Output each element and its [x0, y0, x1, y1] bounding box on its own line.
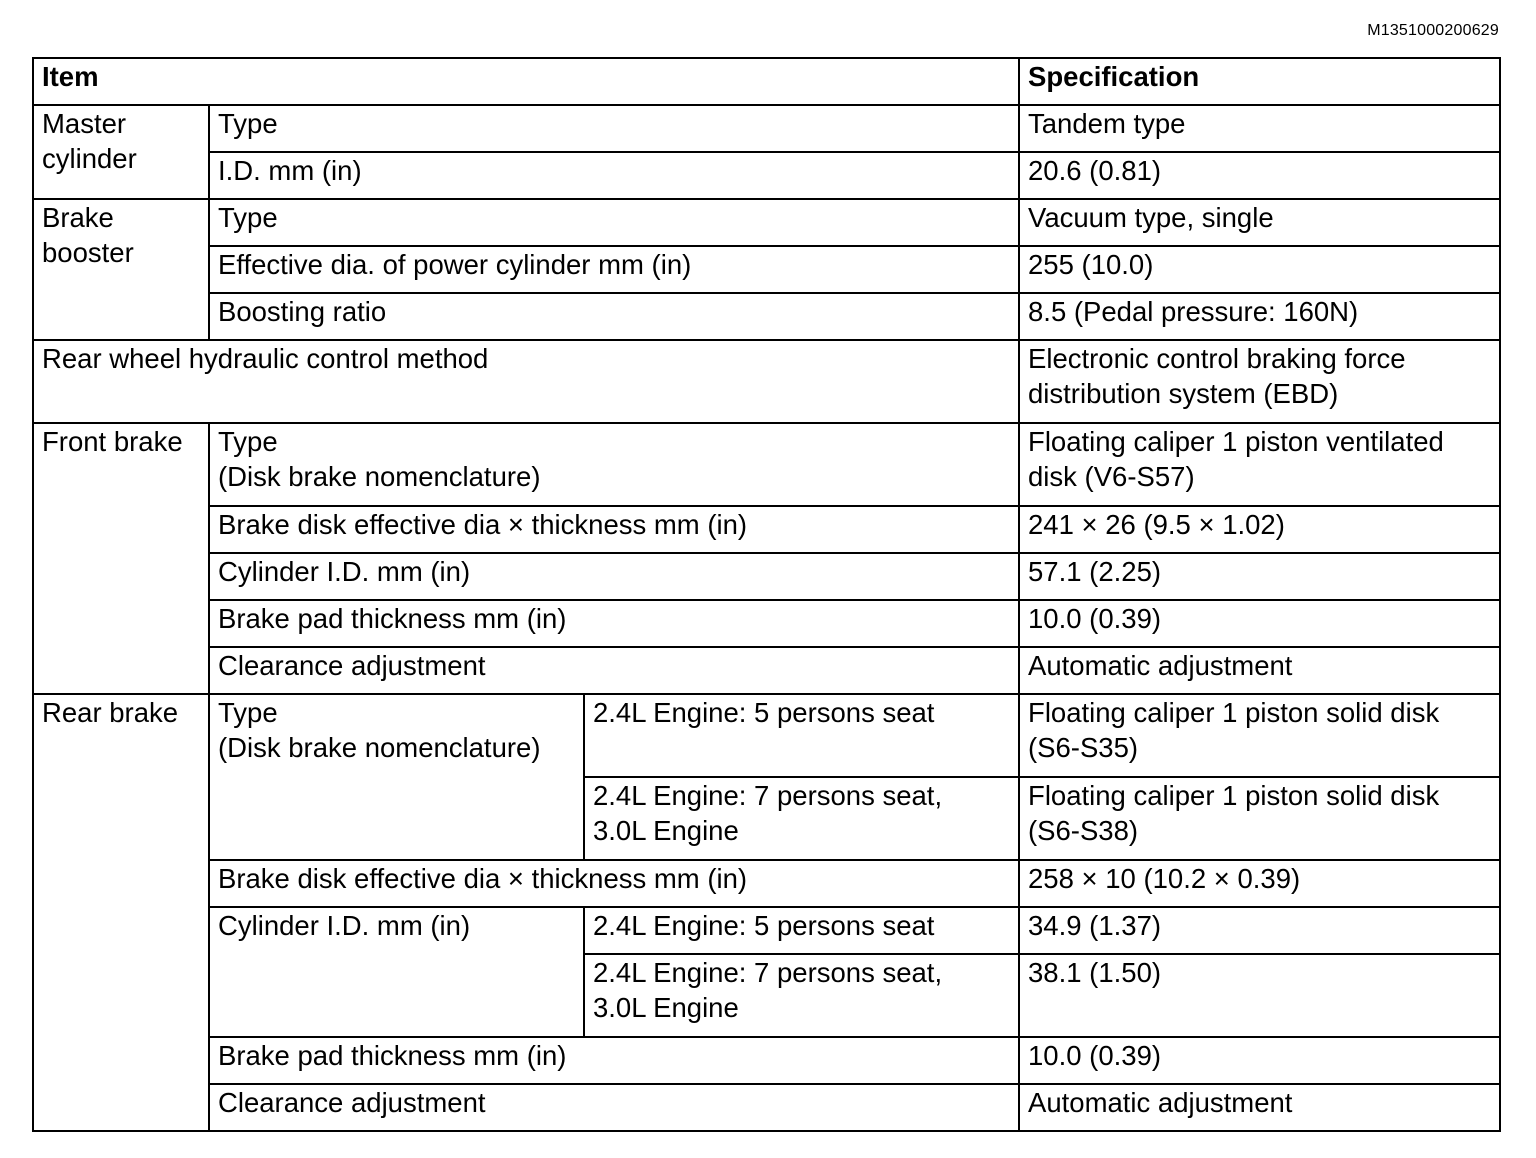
- row-label: Type: [209, 105, 1019, 152]
- row-label: Brake pad thickness mm (in): [209, 600, 1019, 647]
- table-row: [33, 647, 1500, 694]
- row-value: 20.6 (0.81): [1019, 152, 1500, 199]
- table-row: [33, 423, 1500, 506]
- row-sublabel: 2.4L Engine: 7 persons seat, 3.0L Engine: [584, 777, 1019, 860]
- row-label: Brake disk effective dia × thickness mm (in): [209, 506, 1019, 553]
- row-label: Cylinder I.D. mm (in): [209, 907, 584, 1037]
- row-value: Tandem type: [1019, 105, 1500, 152]
- table-row: [33, 199, 1500, 246]
- group-label-brake-booster: Brake booster: [33, 199, 209, 340]
- group-label-master-cylinder: Master cylinder: [33, 105, 209, 199]
- group-label-rear-brake: Rear brake: [33, 694, 209, 1131]
- table-row: [33, 105, 1500, 152]
- row-value: 255 (10.0): [1019, 246, 1500, 293]
- row-label: I.D. mm (in): [209, 152, 1019, 199]
- row-value: 38.1 (1.50): [1019, 954, 1500, 1037]
- table-row: [33, 694, 1500, 777]
- row-value: 57.1 (2.25): [1019, 553, 1500, 600]
- row-value: Electronic control braking force distribution system (EBD): [1019, 340, 1500, 423]
- row-value: Automatic adjustment: [1019, 647, 1500, 694]
- table-row: [33, 152, 1500, 199]
- row-value: 8.5 (Pedal pressure: 160N): [1019, 293, 1500, 340]
- row-label: Rear wheel hydraulic control method: [33, 340, 1019, 423]
- row-label: Brake disk effective dia × thickness mm (in): [209, 860, 1019, 907]
- table-row: [33, 1037, 1500, 1084]
- row-value: Automatic adjustment: [1019, 1084, 1500, 1131]
- row-label: Clearance adjustment: [209, 647, 1019, 694]
- row-value: Floating caliper 1 piston solid disk (S6-S35): [1019, 694, 1500, 777]
- row-value: 34.9 (1.37): [1019, 907, 1500, 954]
- row-value: 258 × 10 (10.2 × 0.39): [1019, 860, 1500, 907]
- row-value: Floating caliper 1 piston solid disk (S6-S38): [1019, 777, 1500, 860]
- table-row: [33, 246, 1500, 293]
- table-row: [33, 600, 1500, 647]
- table-header-row: [33, 58, 1500, 105]
- row-value: 10.0 (0.39): [1019, 600, 1500, 647]
- row-label: Type: [209, 199, 1019, 246]
- row-label: Type (Disk brake nomenclature): [209, 694, 584, 860]
- row-label: Type (Disk brake nomenclature): [209, 423, 1019, 506]
- document-id: M1351000200629: [1367, 22, 1499, 39]
- header-item: Item: [33, 58, 1019, 105]
- row-sublabel: 2.4L Engine: 5 persons seat: [584, 907, 1019, 954]
- row-label: Brake pad thickness mm (in): [209, 1037, 1019, 1084]
- row-label: Clearance adjustment: [209, 1084, 1019, 1131]
- table-row: [33, 860, 1500, 907]
- table-row: [33, 553, 1500, 600]
- row-label: Boosting ratio: [209, 293, 1019, 340]
- row-value: 241 × 26 (9.5 × 1.02): [1019, 506, 1500, 553]
- row-value: Vacuum type, single: [1019, 199, 1500, 246]
- row-value: Floating caliper 1 piston ventilated disk (V6-S57): [1019, 423, 1500, 506]
- row-sublabel: 2.4L Engine: 7 persons seat, 3.0L Engine: [584, 954, 1019, 1037]
- table-row: [33, 506, 1500, 553]
- table-row: [33, 340, 1500, 423]
- header-specification: Specification: [1019, 58, 1500, 105]
- row-sublabel: 2.4L Engine: 5 persons seat: [584, 694, 1019, 777]
- table-row: [33, 907, 1500, 954]
- brake-specification-table: [32, 57, 1501, 1132]
- row-value: 10.0 (0.39): [1019, 1037, 1500, 1084]
- row-label: Cylinder I.D. mm (in): [209, 553, 1019, 600]
- row-label: Effective dia. of power cylinder mm (in): [209, 246, 1019, 293]
- group-label-front-brake: Front brake: [33, 423, 209, 694]
- table-row: [33, 1084, 1500, 1131]
- table-row: [33, 293, 1500, 340]
